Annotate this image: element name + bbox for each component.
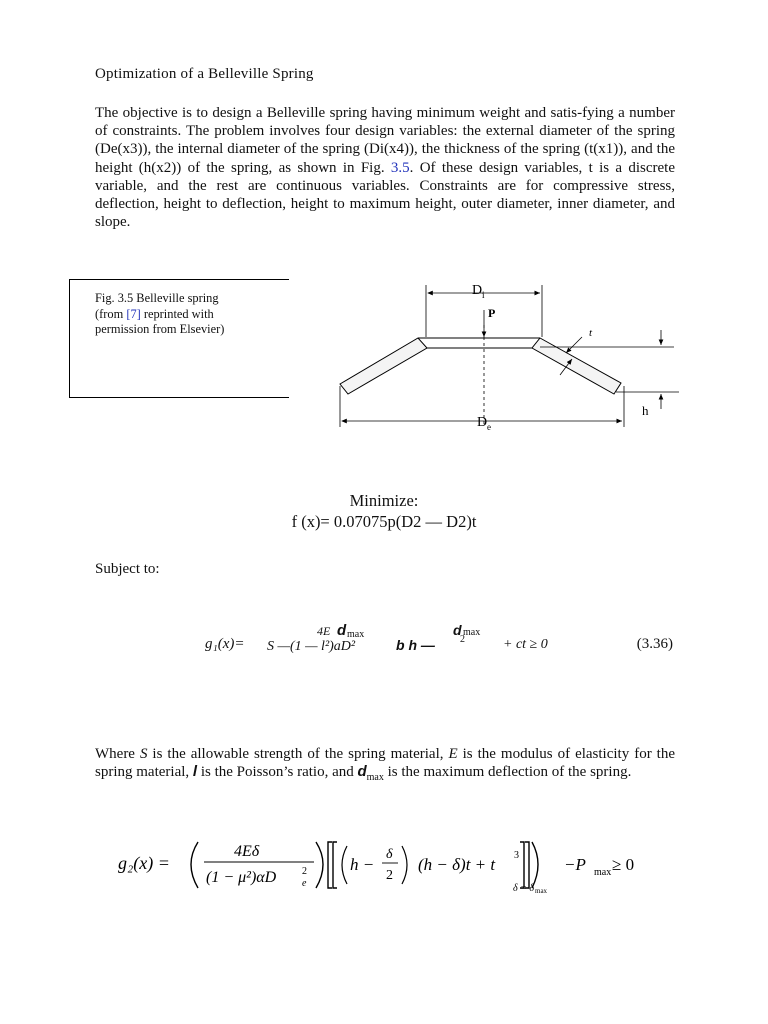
g2-lhs: g₂(x) =: [118, 853, 170, 873]
label-di: D: [472, 283, 483, 298]
citation-link[interactable]: [7]: [126, 306, 141, 321]
thickness-arrow-1: [566, 337, 582, 353]
symbol-s: S: [139, 746, 148, 762]
objective-function: f (x)= 0.07075p(D2 — D2)t: [291, 512, 477, 531]
label-di-sub: i: [482, 290, 485, 300]
label-de-sub: e: [487, 422, 491, 432]
g1-plus-ct: + ct ≥ 0: [503, 637, 548, 652]
svg-text:e: e: [302, 878, 307, 889]
svg-text:max: max: [535, 887, 548, 895]
svg-text:δ: δ: [386, 847, 393, 862]
figure-reference-link[interactable]: 3.5: [390, 159, 410, 176]
g1-max-top: max: [347, 629, 365, 640]
svg-text:≥ 0: ≥ 0: [612, 855, 635, 874]
g1-two: 2: [460, 634, 465, 645]
label-de: D: [477, 415, 488, 430]
g1-d-top: d: [337, 622, 347, 639]
objective-function-block: [0, 490, 768, 532]
objective-text-2: . Of these design variables, t is a discrete variable, and the rest are continuous variables. Constraints are for compressive stress, deflection, height to deflection, height to maximum height, outer diameter, inner diameter, and slope.: [95, 159, 676, 231]
symbol-e: E: [448, 746, 458, 762]
where-paragraph: Where S is the allowable strength of the spring material, E is the modulus of elasticity for the spring material, l is the Poisson’s ratio, and $d_{max}$ is the maximum deflection of the spring.: [95, 746, 676, 784]
minimize-heading: Minimize:: [349, 491, 419, 510]
g1-lhs: g₁(x)=: [205, 636, 245, 652]
label-t: t: [589, 327, 593, 339]
svg-text:max: max: [594, 867, 612, 878]
g1-numerator: 4E: [317, 624, 331, 638]
g1-s-minus: S —(1 — l²)aD²: [267, 639, 356, 654]
caption-line-1: Fig. 3.5 Belleville spring: [95, 291, 219, 305]
g1-b-h: b h —: [396, 637, 435, 653]
section-title: Optimization of a Belleville Spring: [95, 66, 314, 82]
svg-text:2: 2: [386, 868, 393, 883]
caption-line-3: permission from Elsevier): [95, 322, 225, 336]
label-p: P: [488, 306, 496, 320]
spring-profile: [340, 338, 621, 394]
svg-text:2: 2: [302, 866, 307, 877]
label-h: h: [642, 403, 649, 418]
g2-bracket-h: h −: [350, 855, 375, 874]
g1-max-right: max: [463, 627, 481, 638]
objective-text-1: The objective is to design a Belleville spring having minimum weight and satis-fying a number of constraints. The problem involves four design variables: the external diameter of the spring (De(x3)), the internal diameter of the spring (Di(x4)), the thickness of the spring (t(x1)), and the height (h(x2)) of the spring, as shown in Fig.: [95, 105, 675, 176]
equation-number: (3.36): [636, 636, 673, 652]
g2-numerator: 4Eδ: [234, 843, 260, 860]
figure-caption: [95, 291, 285, 338]
symbol-d: d: [357, 763, 367, 781]
g2-eval-sub: δ = δ: [513, 883, 535, 894]
objective-paragraph: [95, 104, 675, 231]
constraint-g2: [118, 836, 658, 896]
symbol-l: l: [192, 763, 198, 781]
g2-denominator: (1 − μ²)αD: [206, 869, 277, 886]
height-dimension: [540, 330, 679, 409]
g2-tail: (h − δ)t + t: [418, 855, 496, 874]
g1-d-right: d: [453, 622, 462, 638]
caption-line-2: (from [7] reprinted with: [95, 306, 214, 321]
belleville-spring-figure: [334, 275, 686, 440]
constraint-g1: [205, 622, 685, 658]
g2-rhs: −P: [564, 855, 586, 874]
svg-text:3: 3: [514, 850, 519, 861]
subject-to-label: Subject to:: [95, 561, 160, 577]
